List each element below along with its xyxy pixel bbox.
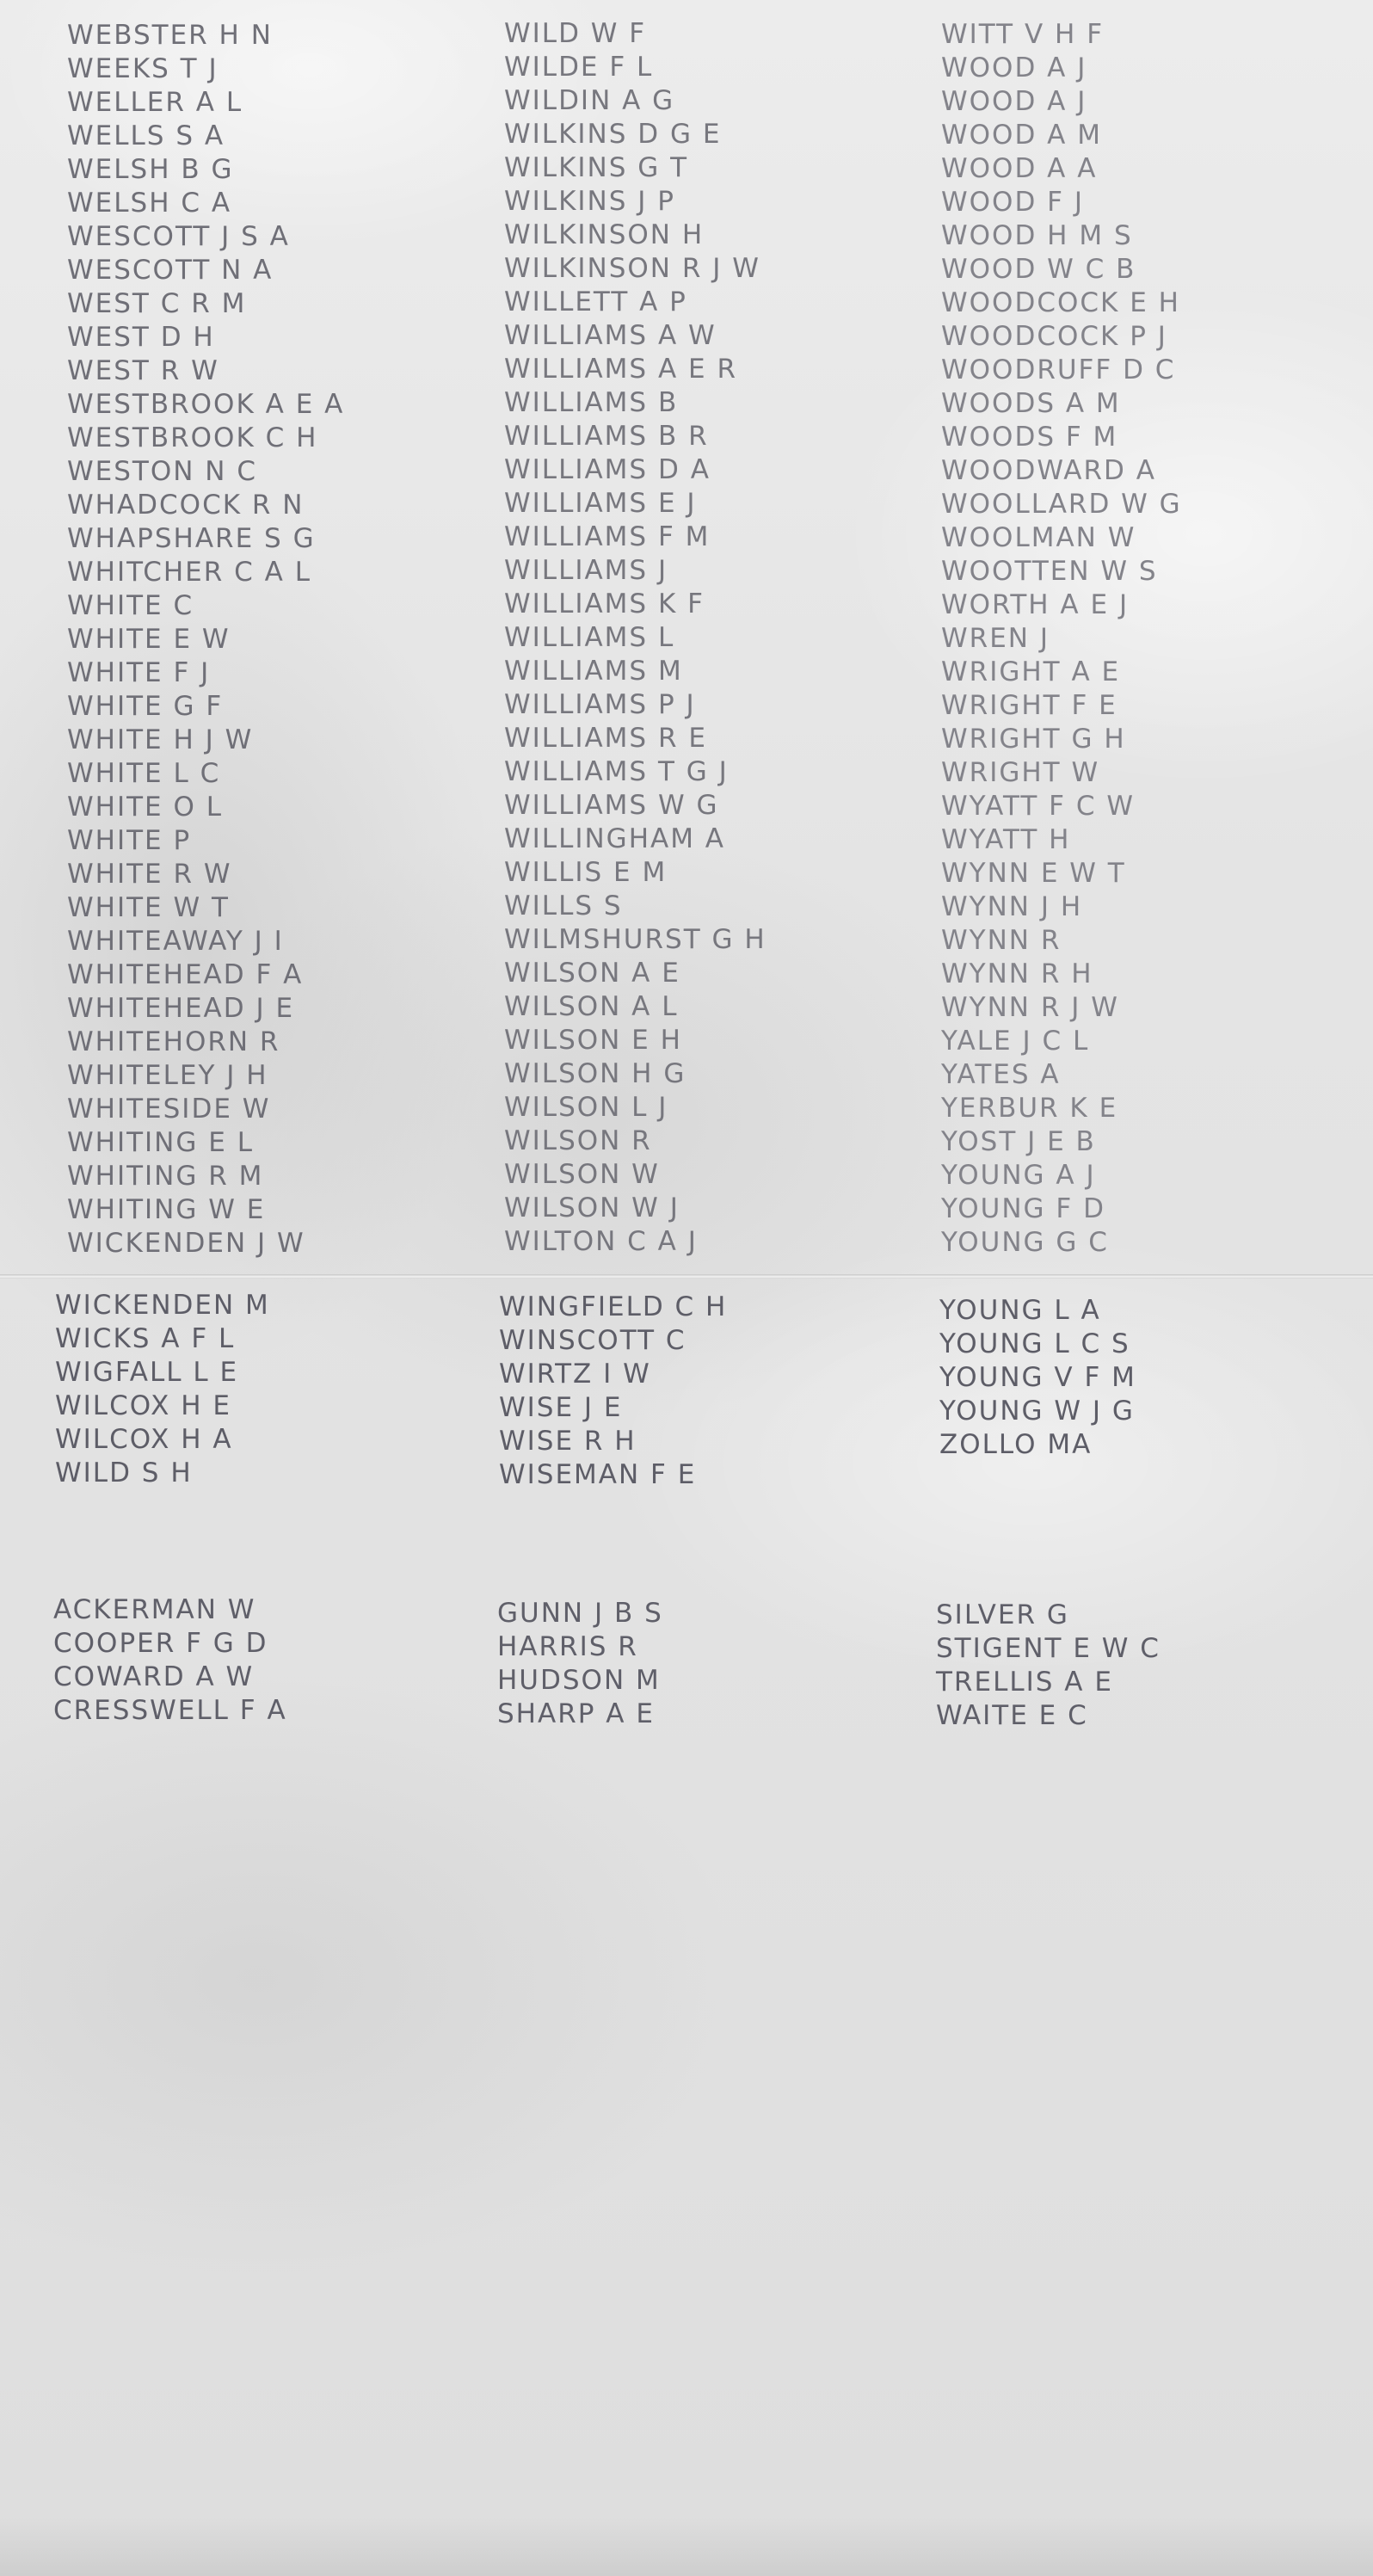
engraved-name: WILLIAMS P J: [504, 689, 696, 720]
addenda-names-column-1: [53, 1593, 287, 1728]
lower-names-column-3: [939, 1294, 1136, 1462]
engraved-name: COWARD A W: [53, 1661, 255, 1692]
engraved-name: ACKERMAN W: [53, 1594, 256, 1625]
engraved-name: GUNN J B S: [497, 1598, 663, 1629]
engraved-name: WHITEHEAD F A: [67, 959, 304, 990]
engraved-name: WHITELEY J H: [67, 1060, 268, 1091]
lower-names-column-2: [499, 1291, 727, 1492]
engraved-name: WRIGHT G H: [941, 724, 1126, 755]
engraved-name: WILD W F: [504, 18, 647, 49]
engraved-name: WEST R W: [67, 355, 219, 386]
engraved-name: WYNN J H: [941, 891, 1083, 922]
engraved-name: WILD S H: [55, 1457, 193, 1488]
engraved-name: WISEMAN F E: [499, 1459, 697, 1490]
upper-stone-panel: [0, 0, 1373, 1275]
engraved-name: WOOLLARD W G: [941, 489, 1182, 520]
engraved-name: WOOLMAN W: [941, 522, 1136, 553]
engraved-name: WESTBROOK C H: [67, 422, 318, 453]
upper-names-column-2: [504, 17, 767, 1259]
engraved-name: WISE R H: [499, 1426, 637, 1457]
engraved-name: WINSCOTT C: [499, 1325, 686, 1356]
engraved-name: WINGFIELD C H: [499, 1291, 728, 1322]
engraved-name: WHITE E W: [67, 624, 231, 655]
engraved-name: WHITE P: [67, 825, 192, 856]
engraved-name: WRIGHT F E: [941, 690, 1117, 721]
upper-names-column-1: [67, 19, 344, 1260]
addenda-names-column-2: [497, 1597, 663, 1731]
engraved-name: WILDIN A G: [504, 85, 675, 116]
engraved-name: WILMSHURST G H: [504, 924, 767, 955]
engraved-name: SILVER G: [936, 1599, 1069, 1630]
engraved-name: WHITE G F: [67, 691, 224, 722]
engraved-name: YERBUR K E: [941, 1093, 1118, 1124]
engraved-name: WHITE O L: [67, 792, 224, 823]
engraved-name: WESCOTT J S A: [67, 221, 290, 252]
engraved-name: WILDE F L: [504, 52, 654, 83]
engraved-name: WHITE W T: [67, 892, 230, 923]
engraved-name: WRIGHT A E: [941, 656, 1121, 687]
engraved-name: YOUNG L A: [939, 1295, 1101, 1326]
engraved-name: YOUNG G C: [941, 1227, 1109, 1258]
engraved-name: TRELLIS A E: [936, 1667, 1113, 1698]
engraved-name: WELSH C A: [67, 188, 232, 219]
engraved-name: WEST C R M: [67, 288, 247, 319]
engraved-name: WAITE E C: [936, 1700, 1088, 1731]
engraved-name: WILSON L J: [504, 1092, 668, 1123]
engraved-name: WILSON W J: [504, 1192, 680, 1223]
engraved-name: WILLIAMS A W: [504, 320, 717, 351]
engraved-name: WEEKS T J: [67, 53, 219, 84]
engraved-name: WHITEAWAY J I: [67, 926, 284, 957]
engraved-name: WICKS A F L: [55, 1323, 236, 1354]
engraved-name: WHADCOCK R N: [67, 490, 305, 521]
engraved-name: WELLER A L: [67, 87, 243, 118]
engraved-name: WIRTZ I W: [499, 1359, 651, 1390]
engraved-name: WILLIAMS M: [504, 656, 683, 687]
engraved-name: WIGFALL L E: [55, 1357, 239, 1388]
engraved-name: ZOLLO MA: [939, 1429, 1093, 1460]
engraved-name: WYATT F C W: [941, 791, 1135, 822]
lower-names-column-1: [55, 1289, 270, 1490]
lower-stone-panel: [0, 1279, 1373, 2576]
engraved-name: WILLIAMS A E R: [504, 354, 738, 385]
engraved-name: WESTBROOK A E A: [67, 389, 345, 420]
engraved-name: WYNN R J W: [941, 992, 1119, 1023]
engraved-name: WICKENDEN M: [55, 1290, 270, 1321]
engraved-name: WILKINS J P: [504, 186, 675, 217]
engraved-name: WILLIAMS B: [504, 387, 679, 418]
engraved-name: WHITE L C: [67, 758, 221, 789]
engraved-name: WORTH A E J: [941, 589, 1130, 620]
engraved-name: SHARP A E: [497, 1698, 655, 1729]
engraved-name: WHITING E L: [67, 1127, 254, 1158]
engraved-name: YOUNG L C S: [939, 1328, 1130, 1359]
engraved-name: WHITE R W: [67, 859, 232, 890]
plaque-bottom-edge: [0, 2516, 1373, 2576]
addenda-names-block: [0, 1593, 1373, 1766]
engraved-name: WHAPSHARE S G: [67, 523, 316, 554]
engraved-name: WHITESIDE W: [67, 1094, 271, 1125]
engraved-name: WYNN E W T: [941, 858, 1126, 889]
engraved-name: WILKINS D G E: [504, 119, 722, 150]
engraved-name: YOUNG A J: [941, 1160, 1096, 1191]
engraved-name: WOODRUFF D C: [941, 354, 1176, 385]
engraved-name: WOOD W C B: [941, 254, 1136, 285]
engraved-name: WILKINSON R J W: [504, 253, 760, 284]
engraved-name: WILCOX H E: [55, 1390, 231, 1421]
engraved-name: WICKENDEN J W: [67, 1228, 305, 1259]
engraved-name: WILSON E H: [504, 1025, 682, 1056]
engraved-name: WOODCOCK P J: [941, 321, 1167, 352]
engraved-name: WHITE C: [67, 590, 194, 621]
engraved-name: WILKINSON H: [504, 219, 705, 250]
engraved-name: WOOD H M S: [941, 220, 1133, 251]
engraved-name: WILLIS E M: [504, 857, 668, 888]
engraved-name: HUDSON M: [497, 1665, 661, 1696]
engraved-name: WILLIAMS D A: [504, 454, 711, 485]
engraved-name: YOST J E B: [941, 1126, 1096, 1157]
engraved-name: WILTON C A J: [504, 1226, 698, 1257]
engraved-name: WEST D H: [67, 322, 215, 353]
engraved-name: WRIGHT W: [941, 757, 1100, 788]
engraved-name: WOOD A A: [941, 153, 1098, 184]
engraved-name: WILLIAMS K F: [504, 589, 705, 619]
engraved-name: YALE J C L: [941, 1026, 1090, 1057]
engraved-name: WOOD A J: [941, 86, 1087, 117]
engraved-name: WILLIAMS W G: [504, 790, 719, 821]
engraved-name: WILSON R: [504, 1125, 652, 1156]
engraved-name: STIGENT E W C: [936, 1633, 1161, 1664]
engraved-name: WILLIAMS L: [504, 622, 675, 653]
engraved-name: WHITING R M: [67, 1161, 264, 1192]
engraved-name: WREN J: [941, 623, 1050, 654]
engraved-name: WESTON N C: [67, 456, 257, 487]
engraved-name: WYNN R: [941, 925, 1062, 956]
engraved-name: WILLIAMS J: [504, 555, 668, 586]
engraved-name: WILLS S: [504, 891, 623, 921]
engraved-name: WILSON A L: [504, 991, 679, 1022]
engraved-name: CRESSWELL F A: [53, 1695, 287, 1726]
engraved-name: WOOD A J: [941, 52, 1087, 83]
engraved-name: WILLIAMS F M: [504, 521, 711, 552]
engraved-name: WELSH B G: [67, 154, 234, 185]
engraved-name: WILLETT A P: [504, 287, 687, 317]
engraved-name: YOUNG W J G: [939, 1396, 1135, 1427]
engraved-name: WOODS F M: [941, 422, 1118, 453]
engraved-name: WILLIAMS B R: [504, 421, 709, 452]
engraved-name: WYATT H: [941, 824, 1071, 855]
engraved-name: WOOTTEN W S: [941, 556, 1158, 587]
engraved-name: WILSON A E: [504, 958, 680, 989]
addenda-names-column-3: [936, 1599, 1161, 1733]
engraved-name: WILSON W: [504, 1159, 660, 1190]
engraved-name: WHITEHORN R: [67, 1026, 280, 1057]
engraved-name: YATES A: [941, 1059, 1061, 1090]
engraved-name: WEBSTER H N: [67, 20, 273, 51]
engraved-name: YOUNG F D: [941, 1193, 1105, 1224]
engraved-name: WHITE H J W: [67, 724, 254, 755]
engraved-name: WESCOTT N A: [67, 255, 274, 286]
engraved-name: COOPER F G D: [53, 1628, 268, 1659]
engraved-name: WITT V H F: [941, 19, 1105, 50]
engraved-name: WILLIAMS T G J: [504, 756, 729, 787]
engraved-name: WISE J E: [499, 1392, 623, 1423]
engraved-name: WILCOX H A: [55, 1424, 233, 1455]
engraved-name: WILLIAMS R E: [504, 723, 707, 754]
engraved-name: WHITE F J: [67, 657, 211, 688]
engraved-name: WOODWARD A: [941, 455, 1156, 486]
engraved-name: WELLS S A: [67, 120, 225, 151]
engraved-name: WILLINGHAM A: [504, 823, 726, 854]
engraved-name: WYNN R H: [941, 958, 1093, 989]
engraved-name: WHITING W E: [67, 1194, 266, 1225]
engraved-name: WILSON H G: [504, 1058, 686, 1089]
upper-names-column-3: [941, 18, 1182, 1260]
engraved-name: WOOD F J: [941, 187, 1085, 218]
engraved-name: WILKINS G T: [504, 152, 689, 183]
engraved-name: WHITCHER C A L: [67, 557, 311, 588]
engraved-name: WOODS A M: [941, 388, 1121, 419]
engraved-name: WILLIAMS E J: [504, 488, 697, 519]
engraved-name: WHITEHEAD J E: [67, 993, 295, 1024]
engraved-name: WOODCOCK E H: [941, 287, 1180, 318]
engraved-name: YOUNG V F M: [939, 1362, 1136, 1393]
engraved-name: HARRIS R: [497, 1631, 638, 1662]
engraved-name: WOOD A M: [941, 120, 1102, 151]
